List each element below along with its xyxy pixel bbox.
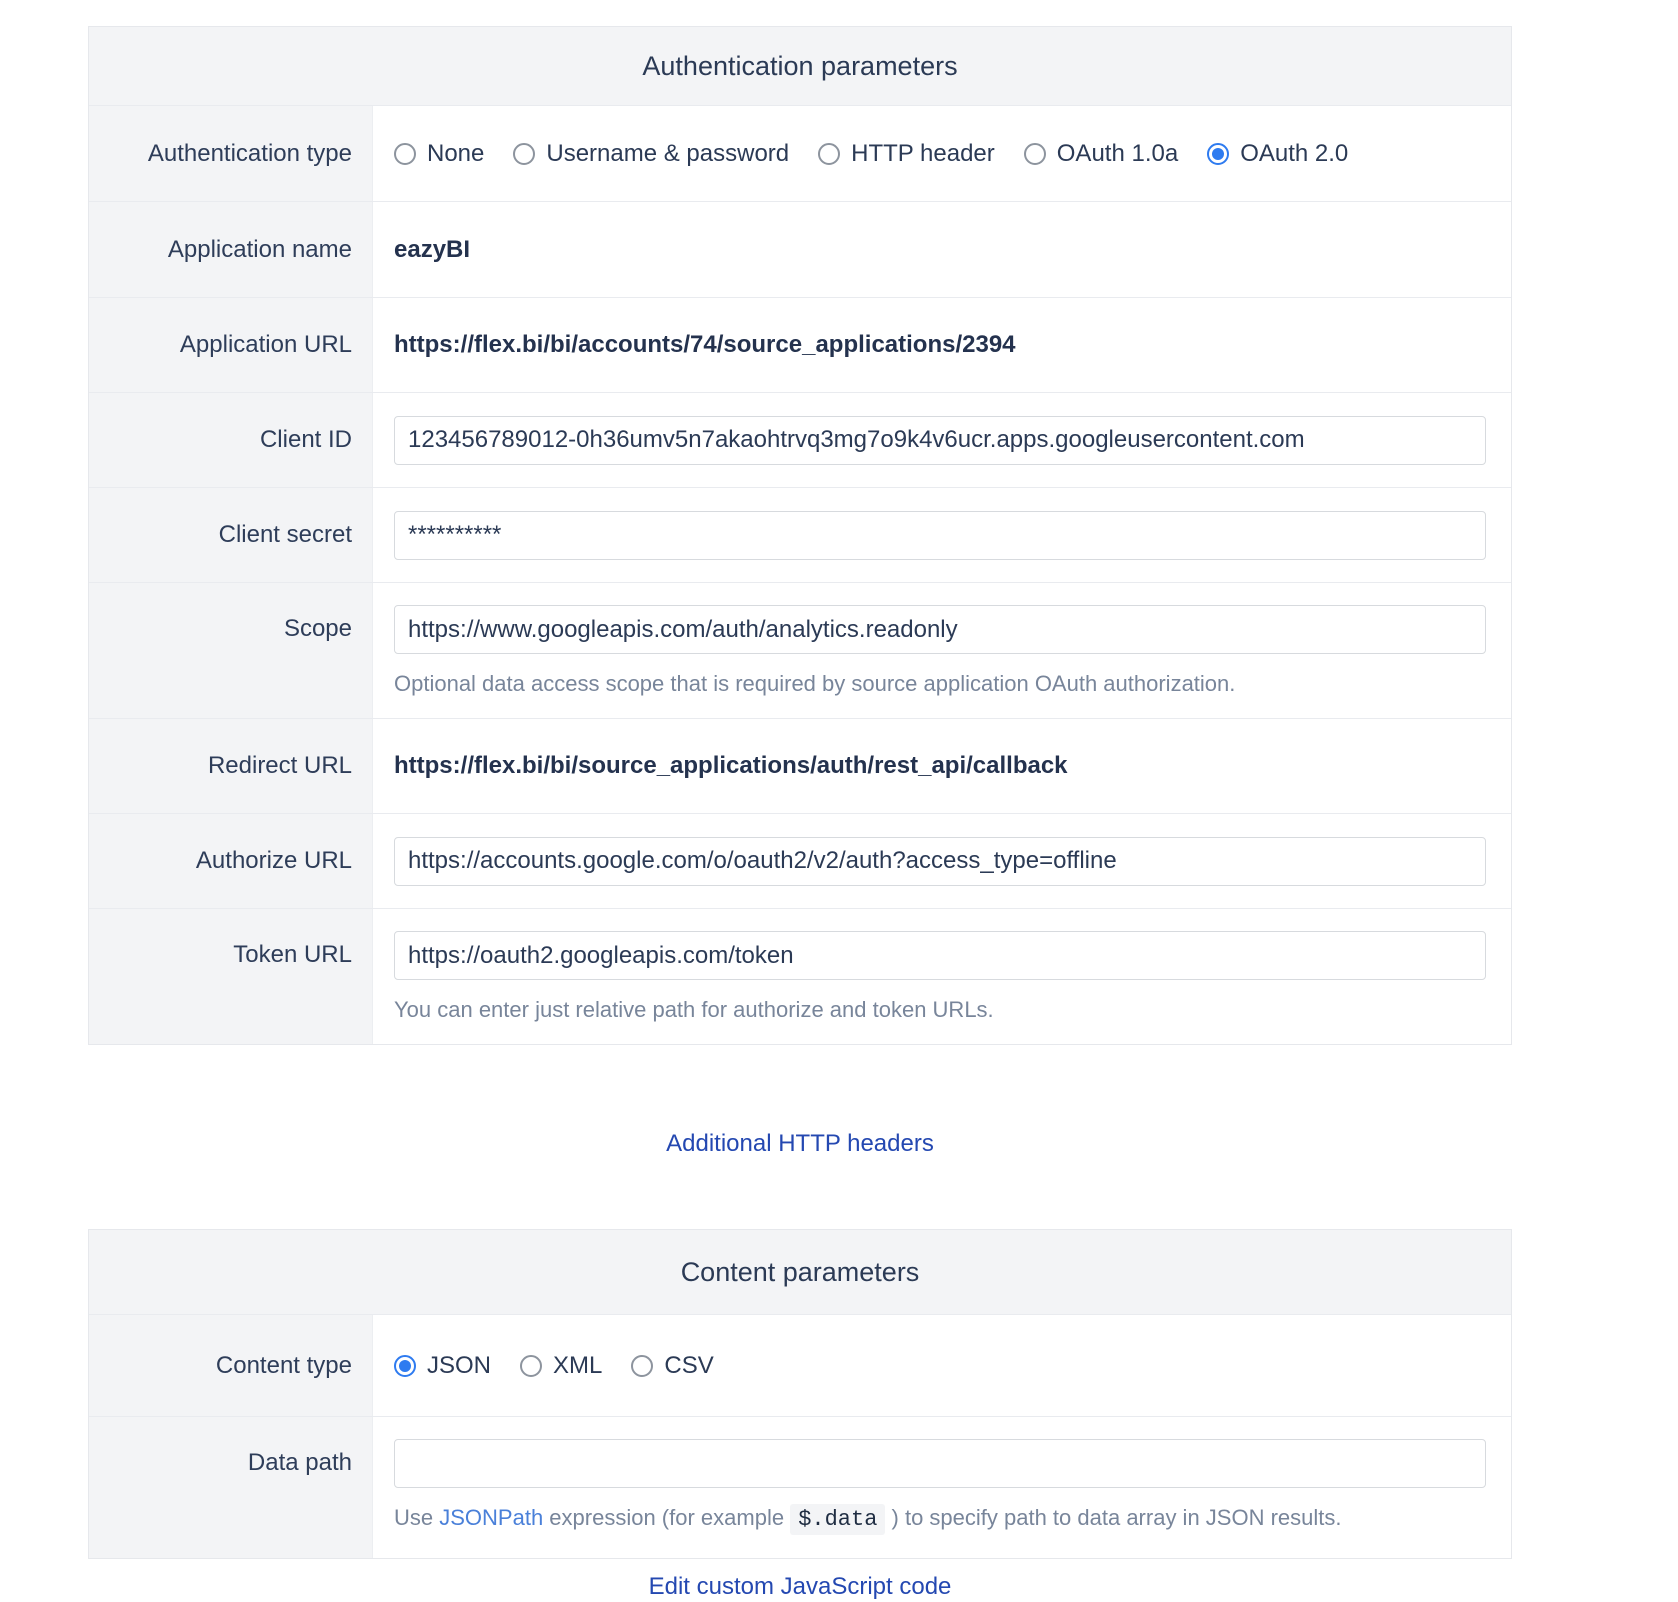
scope-input[interactable] [394, 605, 1486, 654]
field-label-client-id: Client ID [89, 393, 373, 487]
data-path-help-text [394, 1504, 1486, 1554]
radio-option-username-password[interactable] [513, 140, 789, 168]
application-url-row [89, 297, 1511, 392]
field-label-authorize-url: Authorize URL [89, 814, 373, 908]
radio-icon [631, 1355, 653, 1377]
radio-icon [818, 143, 840, 165]
radio-label: OAuth 1.0a [1056, 139, 1179, 167]
radio-option-oauth-1-0a[interactable] [1024, 140, 1178, 168]
redirect-url-row [89, 718, 1511, 813]
radio-label: XML [553, 1351, 603, 1379]
application-name-value: eazyBI [394, 235, 471, 263]
radio-icon [520, 1355, 542, 1377]
authentication-type-radio-group [394, 140, 1348, 168]
scope-help-text: Optional data access scope that is required by source application OAuth authorization. [394, 671, 1236, 696]
edit-custom-javascript-row [88, 1559, 1512, 1602]
radio-icon [394, 1355, 416, 1377]
authorize-url-row [89, 813, 1511, 908]
client-id-input[interactable] [394, 416, 1486, 465]
token-url-help-text: You can enter just relative path for authorize and token URLs. [394, 997, 994, 1022]
help-text-segment: expression (for example [543, 1505, 791, 1530]
field-label-content-type: Content type [89, 1315, 373, 1416]
radio-label: None [427, 139, 485, 167]
radio-label: JSON [427, 1351, 492, 1379]
edit-custom-javascript-link[interactable]: Edit custom JavaScript code [648, 1573, 952, 1600]
redirect-url-value: https://flex.bi/bi/source_applications/auth/rest_api/callback [394, 752, 1068, 779]
application-url-value: https://flex.bi/bi/accounts/74/source_applications/2394 [394, 331, 1016, 358]
field-label-token-url: Token URL [89, 909, 373, 1044]
authentication-type-row [89, 105, 1511, 201]
field-label-scope: Scope [89, 583, 373, 718]
radio-option-oauth-2-0[interactable] [1207, 140, 1348, 168]
authentication-panel-title: Authentication parameters [89, 27, 1511, 105]
radio-option-http-header[interactable] [818, 140, 995, 168]
data-path-row [89, 1416, 1511, 1558]
token-url-input[interactable] [394, 931, 1486, 980]
radio-label: CSV [664, 1351, 714, 1379]
application-name-row [89, 201, 1511, 297]
help-text-segment: Use [394, 1505, 440, 1530]
radio-label: OAuth 2.0 [1240, 139, 1349, 167]
field-label-application-name: Application name [89, 202, 373, 297]
jsonpath-example-code: $.data [790, 1504, 885, 1535]
token-url-row [89, 908, 1511, 1044]
client-id-row [89, 392, 1511, 487]
data-path-input[interactable] [394, 1439, 1486, 1488]
client-secret-row [89, 487, 1511, 582]
client-secret-input[interactable] [394, 511, 1486, 560]
content-parameters-panel [88, 1229, 1512, 1559]
radio-icon [394, 143, 416, 165]
additional-http-headers-row [88, 1045, 1512, 1229]
field-label-client-secret: Client secret [89, 488, 373, 582]
radio-option-xml[interactable] [520, 1352, 602, 1380]
radio-option-json[interactable] [394, 1352, 491, 1380]
authorize-url-input[interactable] [394, 837, 1486, 886]
help-text-segment: ) to specify path to data array in JSON results. [885, 1505, 1342, 1530]
additional-http-headers-link[interactable]: Additional HTTP headers [666, 1130, 934, 1157]
radio-label: Username & password [546, 139, 790, 167]
field-label-application-url: Application URL [89, 298, 373, 392]
radio-icon [513, 143, 535, 165]
jsonpath-link[interactable]: JSONPath [439, 1505, 544, 1530]
scope-row [89, 582, 1511, 718]
field-label-authentication-type: Authentication type [89, 106, 373, 201]
radio-option-none[interactable] [394, 140, 484, 168]
radio-icon [1024, 143, 1046, 165]
content-type-row [89, 1314, 1511, 1416]
authentication-parameters-panel [88, 26, 1512, 1045]
field-label-redirect-url: Redirect URL [89, 719, 373, 813]
content-type-radio-group [394, 1352, 714, 1380]
field-label-data-path: Data path [89, 1417, 373, 1558]
radio-icon [1207, 143, 1229, 165]
radio-option-csv[interactable] [631, 1352, 713, 1380]
radio-label: HTTP header [851, 139, 995, 167]
content-panel-title: Content parameters [89, 1230, 1511, 1314]
